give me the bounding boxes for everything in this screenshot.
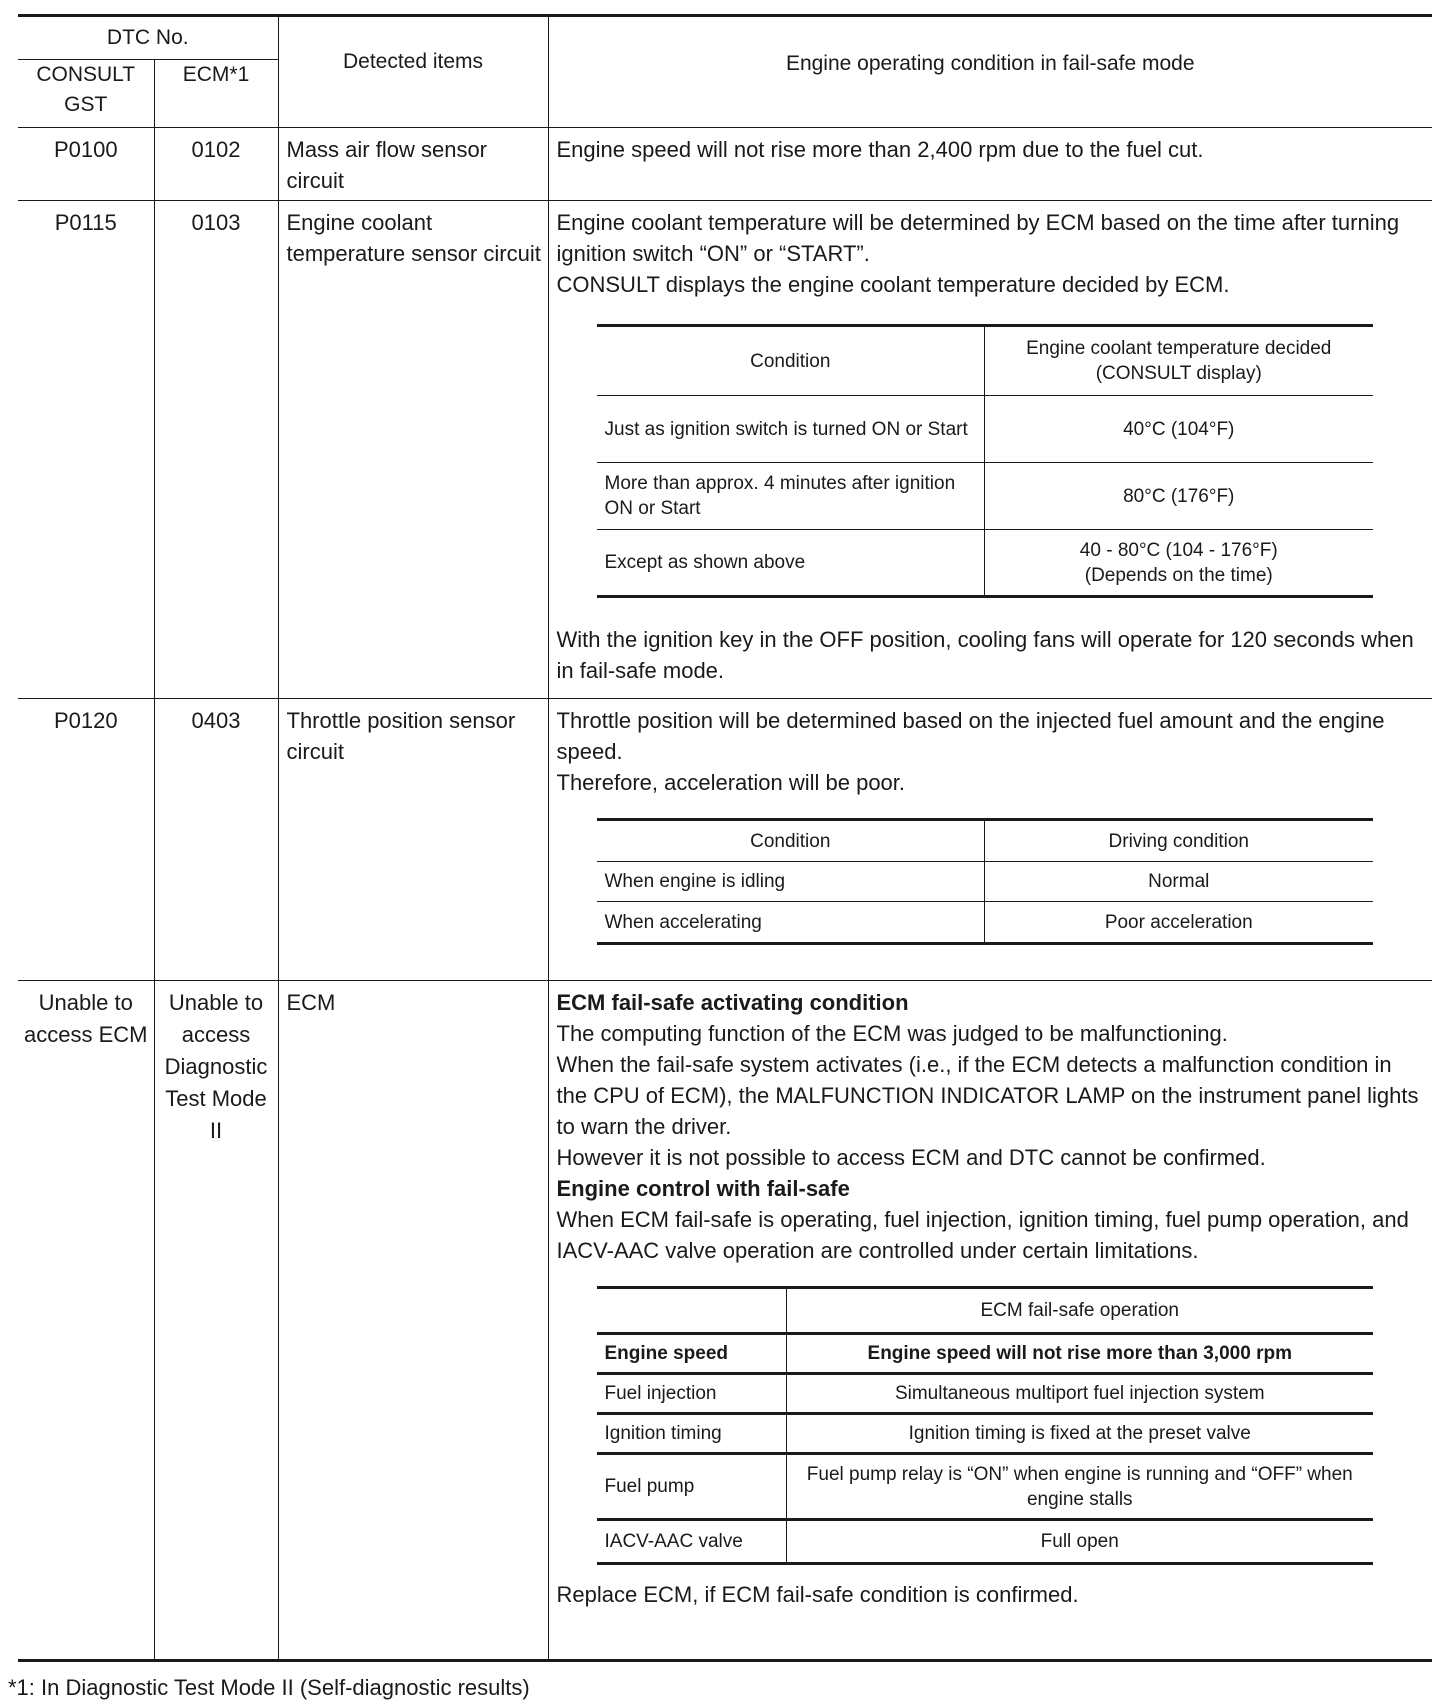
- subtable-cell: IACV-AAC valve: [597, 1520, 787, 1564]
- consult-code: P0115: [18, 201, 154, 699]
- detected-item: Engine coolant temperature sensor circuit: [278, 201, 548, 699]
- consult-gst-header: CONSULT GST: [18, 60, 154, 128]
- subtable-cell: Just as ignition switch is turned ON or Start: [597, 396, 985, 463]
- subtable-cell: More than approx. 4 minutes after ignition ON or Start: [597, 463, 985, 530]
- table-row: [18, 201, 1432, 699]
- condition-text: Throttle position will be determined based on the injected fuel amount and the engine speed.: [556, 708, 1385, 764]
- table-row: [18, 981, 1432, 1661]
- condition-cell: [548, 981, 1432, 1661]
- condition-text: When ECM fail-safe is operating, fuel injection, ignition timing, fuel pump operation, and IACV-AAC valve operation are controlled under certain limitations.: [556, 1207, 1409, 1263]
- subtable-cell: Engine speed will not rise more than 3,000 rpm: [787, 1334, 1373, 1374]
- subtable-cell: Full open: [787, 1520, 1373, 1564]
- consult-code: Unable to access ECM: [18, 981, 154, 1661]
- subtable-cell: Ignition timing: [597, 1414, 787, 1454]
- subtable-header: Condition: [597, 326, 985, 396]
- subtable-cell: Fuel pump: [597, 1454, 787, 1520]
- detected-item: Throttle position sensor circuit: [278, 699, 548, 981]
- subtable-cell: 40 - 80°C (104 - 176°F) (Depends on the time): [985, 530, 1373, 597]
- subtable-row: [597, 902, 1373, 944]
- subtable-cell: Normal: [985, 862, 1373, 902]
- condition-text: With the ignition key in the OFF position, cooling fans will operate for 120 seconds when in fail-safe mode.: [556, 627, 1414, 683]
- subtable-row: [597, 463, 1373, 530]
- ecm-code: 0102: [154, 128, 278, 201]
- subtable-row: [597, 1334, 1373, 1374]
- condition-text: CONSULT displays the engine coolant temperature decided by ECM.: [556, 272, 1230, 297]
- subtable-header: Engine coolant temperature decided (CONSULT display): [985, 326, 1373, 396]
- subtable-row: [597, 862, 1373, 902]
- condition-cell: [548, 699, 1432, 981]
- condition-text: Replace ECM, if ECM fail-safe condition is confirmed.: [556, 1582, 1079, 1607]
- condition-text: The computing function of the ECM was judged to be malfunctioning.: [556, 1021, 1228, 1046]
- condition-text: Engine coolant temperature will be determined by ECM based on the time after turning ignition switch “ON” or “START”.: [556, 210, 1400, 266]
- ecm-header: ECM*1: [154, 60, 278, 128]
- subtable-cell: 40°C (104°F): [985, 396, 1373, 463]
- subtable-header: [597, 1288, 787, 1334]
- subtable-cell: 80°C (176°F): [985, 463, 1373, 530]
- subtable-cell: Simultaneous multiport fuel injection system: [787, 1374, 1373, 1414]
- subtable-cell: When accelerating: [597, 902, 985, 944]
- table-row: [18, 128, 1432, 201]
- footnote: *1: In Diagnostic Test Mode II (Self-diagnostic results): [8, 1675, 530, 1700]
- subtable-row: [597, 396, 1373, 463]
- subtable-row: [597, 1414, 1373, 1454]
- consult-code: P0100: [18, 128, 154, 201]
- subtable-header-row: [597, 326, 1373, 396]
- ecm-code: 0403: [154, 699, 278, 981]
- subtable-header: Condition: [597, 820, 985, 862]
- subtable-cell: Engine speed: [597, 1334, 787, 1374]
- subtable-cell: Fuel pump relay is “ON” when engine is running and “OFF” when engine stalls: [787, 1454, 1373, 1520]
- subtable-row: [597, 1454, 1373, 1520]
- condition-text: When the fail-safe system activates (i.e., if the ECM detects a malfunction condition in the CPU of ECM), the MALFUNCTION INDICATOR LAMP on the instrument panel lights to warn the driver.: [556, 1052, 1419, 1139]
- subtable-header-row: [597, 820, 1373, 862]
- coolant-temp-subtable: [597, 324, 1373, 598]
- header-row-1: [18, 16, 1432, 60]
- subtable-cell: When engine is idling: [597, 862, 985, 902]
- subtable-cell: Except as shown above: [597, 530, 985, 597]
- subtable-header: Driving condition: [985, 820, 1373, 862]
- driving-condition-subtable: [597, 818, 1373, 945]
- subtable-row: [597, 530, 1373, 597]
- subtable-row: [597, 1374, 1373, 1414]
- condition-cell: [548, 201, 1432, 699]
- subtable-cell: Fuel injection: [597, 1374, 787, 1414]
- condition-text: Therefore, acceleration will be poor.: [556, 770, 906, 795]
- condition-header: Engine operating condition in fail-safe mode: [548, 16, 1432, 128]
- detected-items-header: Detected items: [278, 16, 548, 128]
- subtable-cell: Ignition timing is fixed at the preset valve: [787, 1414, 1373, 1454]
- ecm-fail-safe-subtable: [597, 1286, 1373, 1565]
- ecm-code: 0103: [154, 201, 278, 699]
- subtable-row: [597, 1520, 1373, 1564]
- consult-code: P0120: [18, 699, 154, 981]
- condition-text: However it is not possible to access ECM and DTC cannot be confirmed.: [556, 1145, 1266, 1170]
- ecm-code: Unable to access Diagnostic Test Mode II: [154, 981, 278, 1661]
- condition-text: Engine speed will not rise more than 2,400 rpm due to the fuel cut.: [548, 128, 1432, 201]
- dtc-no-header: DTC No.: [18, 16, 278, 60]
- detected-item: ECM: [278, 981, 548, 1661]
- detected-item: Mass air flow sensor circuit: [278, 128, 548, 201]
- table-row: [18, 699, 1432, 981]
- subtable-header: ECM fail-safe operation: [787, 1288, 1373, 1334]
- section-heading: Engine control with fail-safe: [556, 1176, 850, 1201]
- section-heading: ECM fail-safe activating condition: [556, 990, 909, 1015]
- dtc-fail-safe-table: [18, 14, 1432, 1662]
- subtable-header-row: [597, 1288, 1373, 1334]
- subtable-cell: Poor acceleration: [985, 902, 1373, 944]
